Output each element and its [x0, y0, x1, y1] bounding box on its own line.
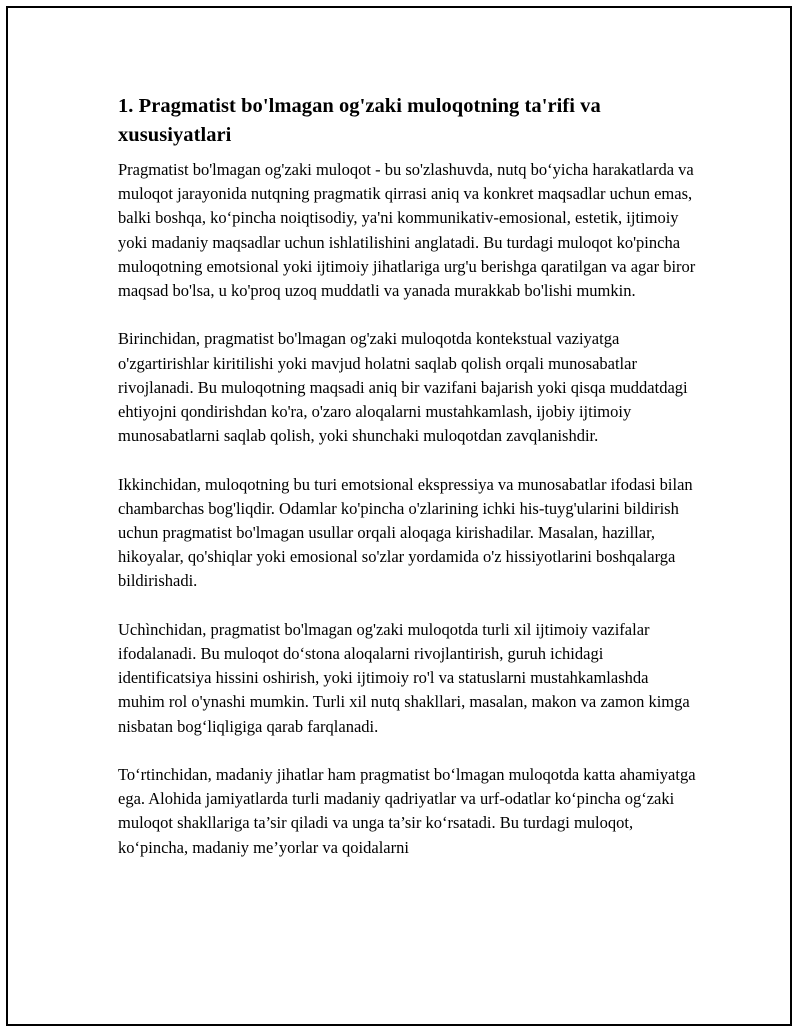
paragraph-2: Birinchidan, pragmatist bo'lmagan og'zaki muloqotda kontekstual vaziyatga o'zgartirishlar kiritilishi yoki mavjud holatni saqlab qolish orqali munosabatlar rivojlanadi. Bu muloqotning maqsadi aniq bir vazifani bajarish yoki qisqa muddatdagi ehtiyojni qondirishdan ko'ra, o'zaro aloqalarni mustahkamlash, ijobiy ijtimoiy munosabatlarni saqlab qolish, yoki shunchaki muloqotdan zavqlanishdir. [118, 329, 688, 446]
document-body [118, 92, 698, 884]
section-heading: 1. Pragmatist bo'lmagan og'zaki muloqotning ta'rifi va xususiyatlari [118, 95, 601, 146]
paragraph-5: To‘rtinchidan, madaniy jihatlar ham pragmatist bo‘lmagan muloqotda katta ahamiyatga ega. Alohida jamiyatlarda turli madaniy qadriyatlar va urf-odatlar ko‘pincha og‘zaki muloqot shakllariga ta’sir qiladi va unga ta’sir ko‘rsatadi. Bu turdagi muloqot, ko‘pincha, madaniy me’yorlar va qoidalarni [118, 765, 696, 857]
paragraph-3: Ikkinchidan, muloqotning bu turi emotsional ekspressiya va munosabatlar ifodasi bilan chambarchas bog'liqdir. Odamlar ko'pincha o'zlarining ichki his-tuyg'ularini bildirish uchun pragmatist bo'lmagan usullar orqali aloqaga kirishadilar. Masalan, hazillar, hikoyalar, qo'shiqlar yoki emosional so'zlar yordamida o'z hissiyotlarini boshqalarga bildirishadi. [118, 474, 693, 591]
paragraph-4: Uchìnchidan, pragmatist bo'lmagan og'zaki muloqotda turli xil ijtimoiy vazifalar ifodalanadi. Bu muloqot do‘stona aloqalarni rivojlantirish, guruh ichidagi identificatsiya hissini oshirish, yoki ijtimoiy ro'l va statuslarni mustahkamlashda muhim rol o'ynashi mumkin. Turli xil nutq shakllari, masalan, makon va zamon kimga nisbatan bog‘liqligiga qarab farqlanadi. [118, 619, 690, 736]
paragraph-1: Pragmatist bo'lmagan og'zaki muloqot - bu so'zlashuvda, nutq bo‘yicha harakatlarda va muloqot jarayonida nutqning pragmatik qirrasi aniq va konkret maqsadlar uchun emas, balki boshqa, ko‘pincha noiqtisodiy, ya'ni kommunikativ-emosional, estetik, ijtimoiy yoki madaniy maqsadlar uchun ishlatilishini anglatadi. Bu turdagi muloqot ko'pincha muloqotning emotsional yoki ijtimoiy jihatlariga urg'u berishga qaratilgan va agar biror maqsad bo'lsa, u ko'proq uzoq muddatli va yanada murakkab bo'lishi mumkin. [118, 160, 696, 301]
